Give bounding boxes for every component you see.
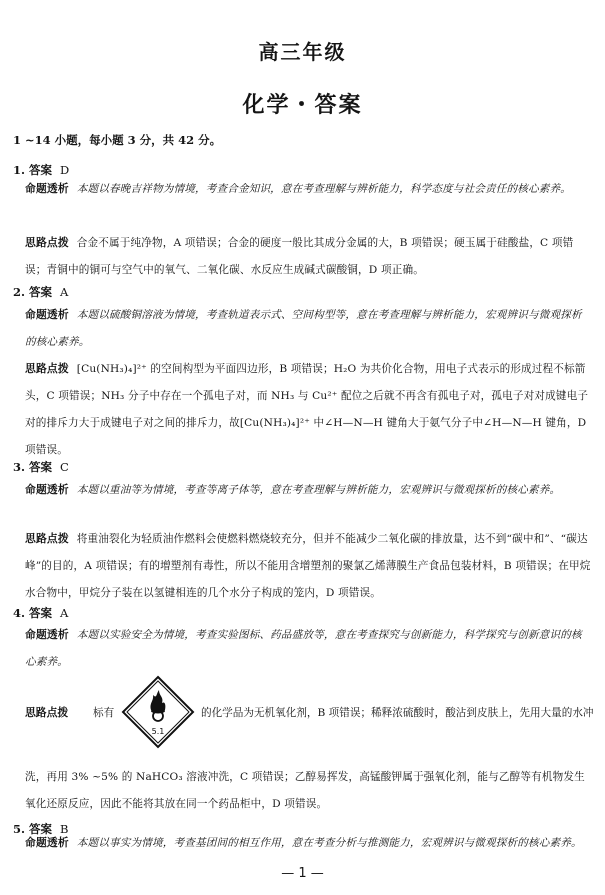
hint-text: 将重油裂化为轻质油作燃料会使燃料燃烧较充分，但并不能减少二氧化碳的排放量，达不到“碳中和”、“碳达峰”的目的，A 项错误；有的增塑剂有毒性，所以不能用含增塑剂的聚氯乙烯薄膜生产食品包装材料，B 项错误；在甲烷水合物中，甲烷分子装在以氢键相连的几个水分子构成的笼内，D 项错误。 (25, 533, 591, 599)
page-title: 高三年级 (258, 40, 347, 64)
question-2-analysis (25, 301, 592, 356)
answer-label: 答案 (29, 822, 53, 836)
answer-label: 答案 (29, 285, 53, 299)
analysis-label: 命题透析 (25, 308, 69, 321)
oxidizer-hazard-icon (121, 675, 195, 749)
hint-label: 思路点拨 (25, 236, 69, 249)
hint-label: 思路点拨 (25, 532, 69, 545)
question-number: 2. (13, 285, 26, 299)
hazard-code: 5.1 (151, 727, 165, 736)
answer-value: B (60, 822, 69, 836)
analysis-text: 本题以春晚吉祥物为情境，考查合金知识，意在考查理解与辨析能力，科学态度与社会责任的核心素养。 (76, 183, 572, 195)
answer-value: D (60, 163, 70, 177)
question-4-analysis (25, 621, 592, 676)
analysis-label: 命题透析 (25, 628, 69, 641)
question-4-hint-first-line (25, 675, 592, 755)
hint-text: [Cu(NH₃)₄]²⁺ 的空间构型为平面四边形，B 项错误；H₂O 为共价化合物，用电子式表示的形成过程不标箭头，C 项错误；NH₃ 分子中存在一个孤电子对，而 NH₃ 与 Cu²⁺ 配位之后就不再含有孤电子对，孤电子对对成键电子对的排斥力大于成键电子对之间的排斥力，故[Cu(NH₃)₄]²⁺ 中∠H—N—H 键角大于氨气分子中∠H—N—H 键角，D 项错误。 (25, 363, 589, 456)
question-number: 5. (13, 822, 26, 836)
question-2-hint (25, 355, 592, 464)
answer-value: C (60, 460, 69, 474)
question-number: 4. (13, 606, 26, 620)
question-3-analysis (25, 476, 592, 504)
question-5-analysis (25, 829, 592, 857)
question-3-answer (13, 458, 595, 476)
question-1-analysis (25, 175, 592, 203)
question-4-answer (13, 604, 595, 622)
hint-text: 洗，再用 3% ~5% 的 NaHCO₃ 溶液冲洗，C 项错误；乙醇易挥发，高锰酸钾属于强氧化剂，能与乙醇等有机物发生氧化还原反应，因此不能将其放在同一个药品柜中，D 项错误。 (25, 771, 585, 810)
answer-value: A (60, 606, 69, 620)
hint-label: 思路点拨 (25, 706, 69, 719)
analysis-text: 本题以重油等为情境，考查等离子体等，意在考查理解与辨析能力，宏观辨识与微观探析的核心素养。 (76, 484, 561, 496)
analysis-text: 本题以硫酸铜溶液为情境，考查轨道表示式、空间构型等，意在考查理解与辨析能力，宏观辨识与微观探析的核心素养。 (25, 309, 582, 348)
analysis-label: 命题透析 (25, 836, 69, 849)
question-number: 1. (13, 163, 26, 177)
analysis-label: 命题透析 (25, 483, 69, 496)
question-4-hint-continued (25, 764, 592, 818)
answer-label: 答案 (29, 163, 53, 177)
answer-value: A (60, 285, 69, 299)
analysis-label: 命题透析 (25, 182, 69, 195)
section-intro: 1 ~14 小题，每小题 3 分，共 42 分。 (13, 133, 222, 147)
hint-text: 的化学品为无机氧化剂，B 项错误；稀释浓硫酸时，酸沾到皮肤上，先用大量的水冲 (201, 707, 594, 719)
hint-label: 思路点拨 (25, 362, 69, 375)
analysis-text: 本题以实验安全为情境，考查实验图标、药品盛放等，意在考查探究与创新能力，科学探究与创新意识的核心素养。 (25, 629, 582, 668)
page-subtitle: 化学・答案 (242, 93, 363, 118)
question-number: 3. (13, 460, 26, 474)
hint-text: 标有 (93, 707, 115, 719)
answer-label: 答案 (29, 606, 53, 620)
page-number: — 1 — (281, 866, 324, 881)
hint-text: 合金不属于纯净物，A 项错误；合金的硬度一般比其成分金属的大，B 项错误；硬玉属于硅酸盐，C 项错误；青铜中的铜可与空气中的氧气、二氧化碳、水反应生成碱式碳酸铜，D 项正确。 (25, 237, 574, 276)
question-1-hint (25, 229, 592, 284)
analysis-text: 本题以事实为情境，考查基团间的相互作用，意在考查分析与推测能力，宏观辨识与微观探析的核心素养。 (76, 837, 582, 849)
question-3-hint (25, 525, 592, 607)
answer-label: 答案 (29, 460, 53, 474)
question-2-answer (13, 283, 595, 301)
